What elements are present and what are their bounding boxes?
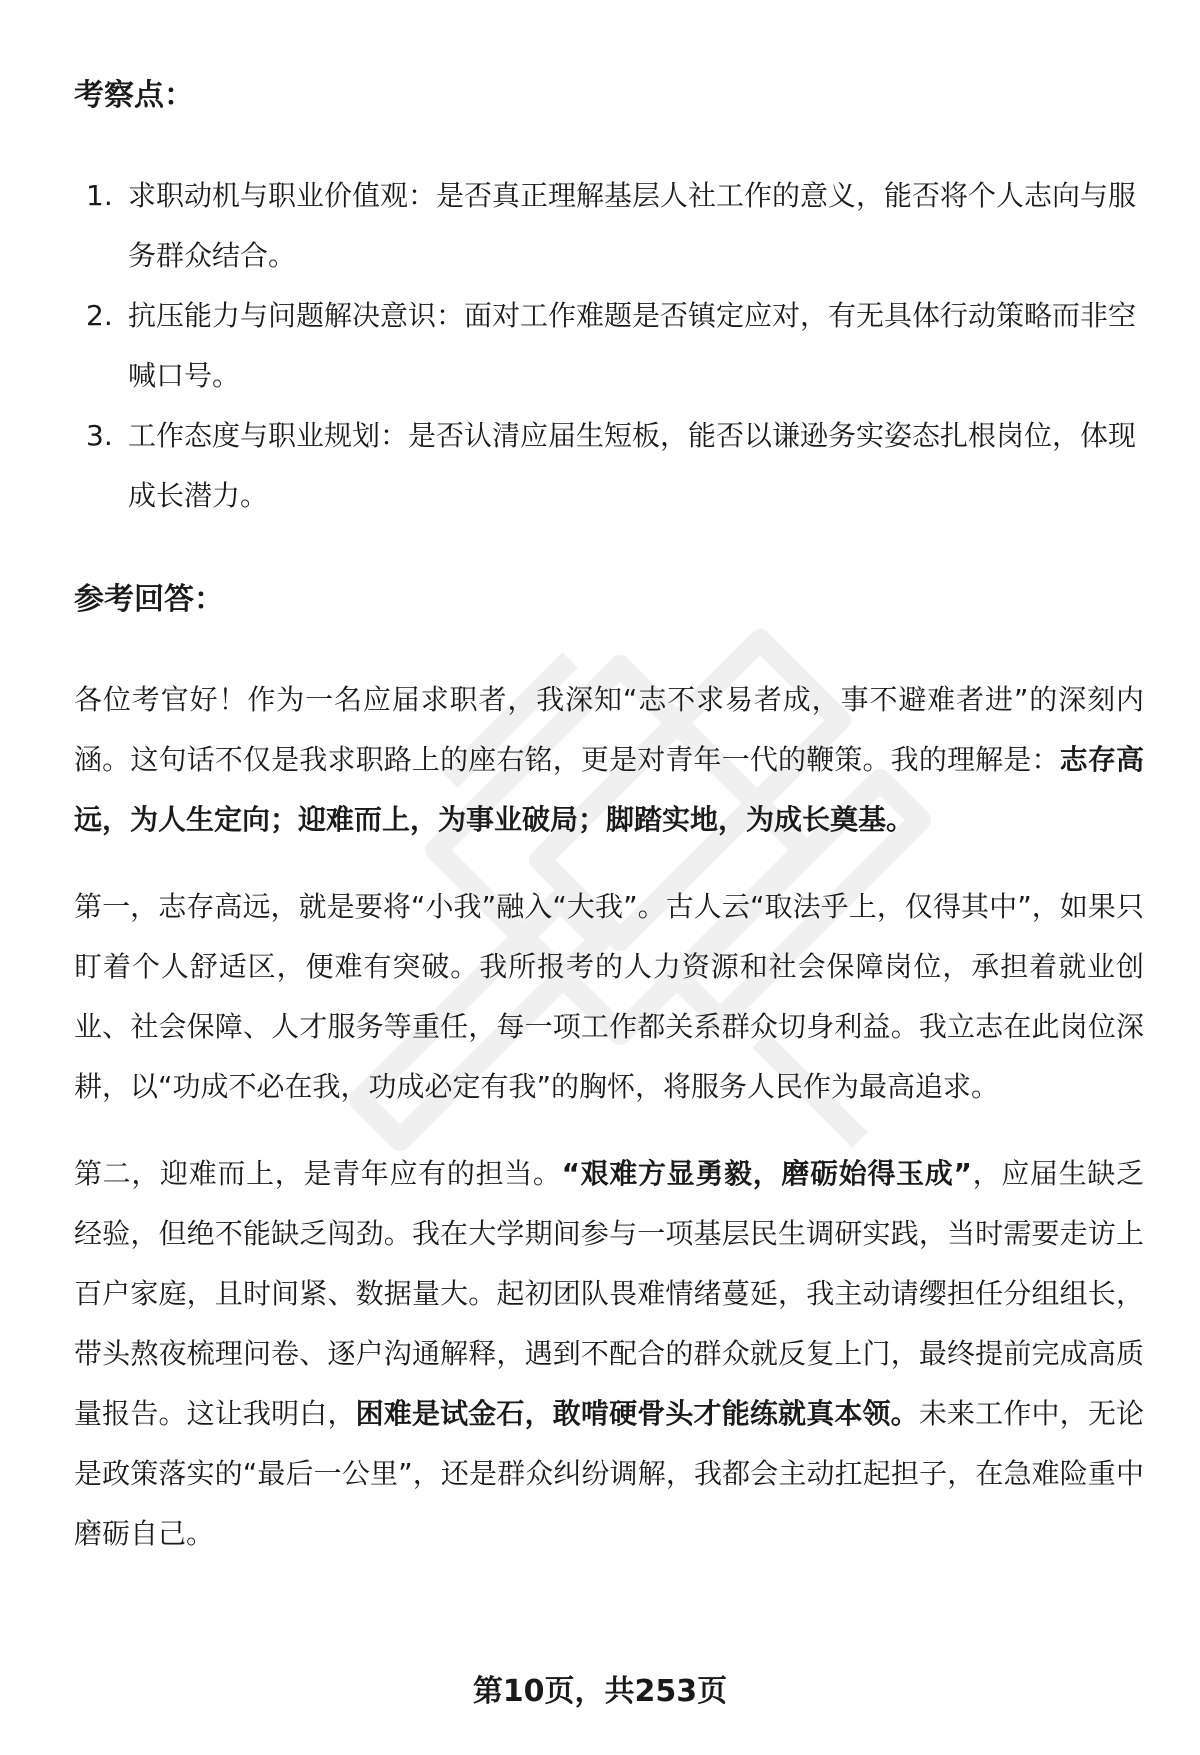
list-item-number: 2. <box>86 299 113 332</box>
list-item-text: 抗压能力与问题解决意识：面对工作难题是否镇定应对，有无具体行动策略而非空喊口号。 <box>128 299 1137 392</box>
list-item <box>74 166 1144 286</box>
paragraph-text: 各位考官好！作为一名应届求职者，我深知“志不求易者成，事不避难者进”的深刻内涵。这句话不仅是我求职路上的座右铭，更是对青年一代的鞭策。我的理解是： <box>74 683 1144 776</box>
paragraph-bold-text: 志存高远，为人生定向；迎难而上，为事业破局；脚踏实地，为成长奠基。 <box>74 743 1144 836</box>
list-item-text: 求职动机与职业价值观：是否真正理解基层人社工作的意义，能否将个人志向与服务群众结合。 <box>128 179 1137 272</box>
page-number-footer: 第10页，共253页 <box>472 1674 728 1709</box>
paragraph-bold-text: 困难是试金石，敢啃硬骨头才能练就真本领。 <box>355 1397 919 1430</box>
list-item-number: 3. <box>86 419 113 452</box>
document-content <box>74 66 1144 1564</box>
paragraph-text: 第二，迎难而上，是青年应有的担当。 <box>74 1157 562 1190</box>
section-heading-reference-answer: 参考回答： <box>74 582 224 617</box>
list-item <box>74 406 1144 526</box>
evaluation-points-list <box>74 166 1144 526</box>
list-item <box>74 286 1144 406</box>
answer-paragraph-first: 第一，志存高远，就是要将“小我”融入“大我”。古人云“取法乎上，仅得其中”，如果只盯着个人舒适区，便难有突破。我所报考的人力资源和社会保障岗位，承担着就业创业、社会保障、人才服务等重任，每一项工作都关系群众切身利益。我立志在此岗位深耕，以“功成不必在我，功成必定有我”的胸怀，将服务人民作为最高追求。 <box>74 890 1144 1103</box>
list-item-text: 工作态度与职业规划：是否认清应届生短板，能否以谦逊务实姿态扎根岗位，体现成长潜力。 <box>128 419 1137 512</box>
answer-paragraph-second <box>74 1144 1144 1564</box>
section-heading-evaluation-points: 考察点： <box>74 78 194 113</box>
paragraph-bold-quote: “艰难方显勇毅，磨砺始得玉成” <box>561 1157 972 1190</box>
list-item-number: 1. <box>86 179 113 212</box>
paragraph-text: ，应届生缺乏经验，但绝不能缺乏闯劲。我在大学期间参与一项基层民生调研实践，当时需要走访上百户家庭，且时间紧、数据量大。起初团队畏难情绪蔓延，我主动请缨担任分组组长，带头熬夜梳理问卷、逐户沟通解释，遇到不配合的群众就反复上门，最终提前完成高质量报告。这让我明白， <box>74 1157 1144 1430</box>
answer-paragraph-intro <box>74 670 1144 850</box>
paragraph-text: 未来工作中，无论是政策落实的“最后一公里”，还是群众纠纷调解，我都会主动扛起担子，在急难险重中磨砺自己。 <box>74 1397 1144 1550</box>
